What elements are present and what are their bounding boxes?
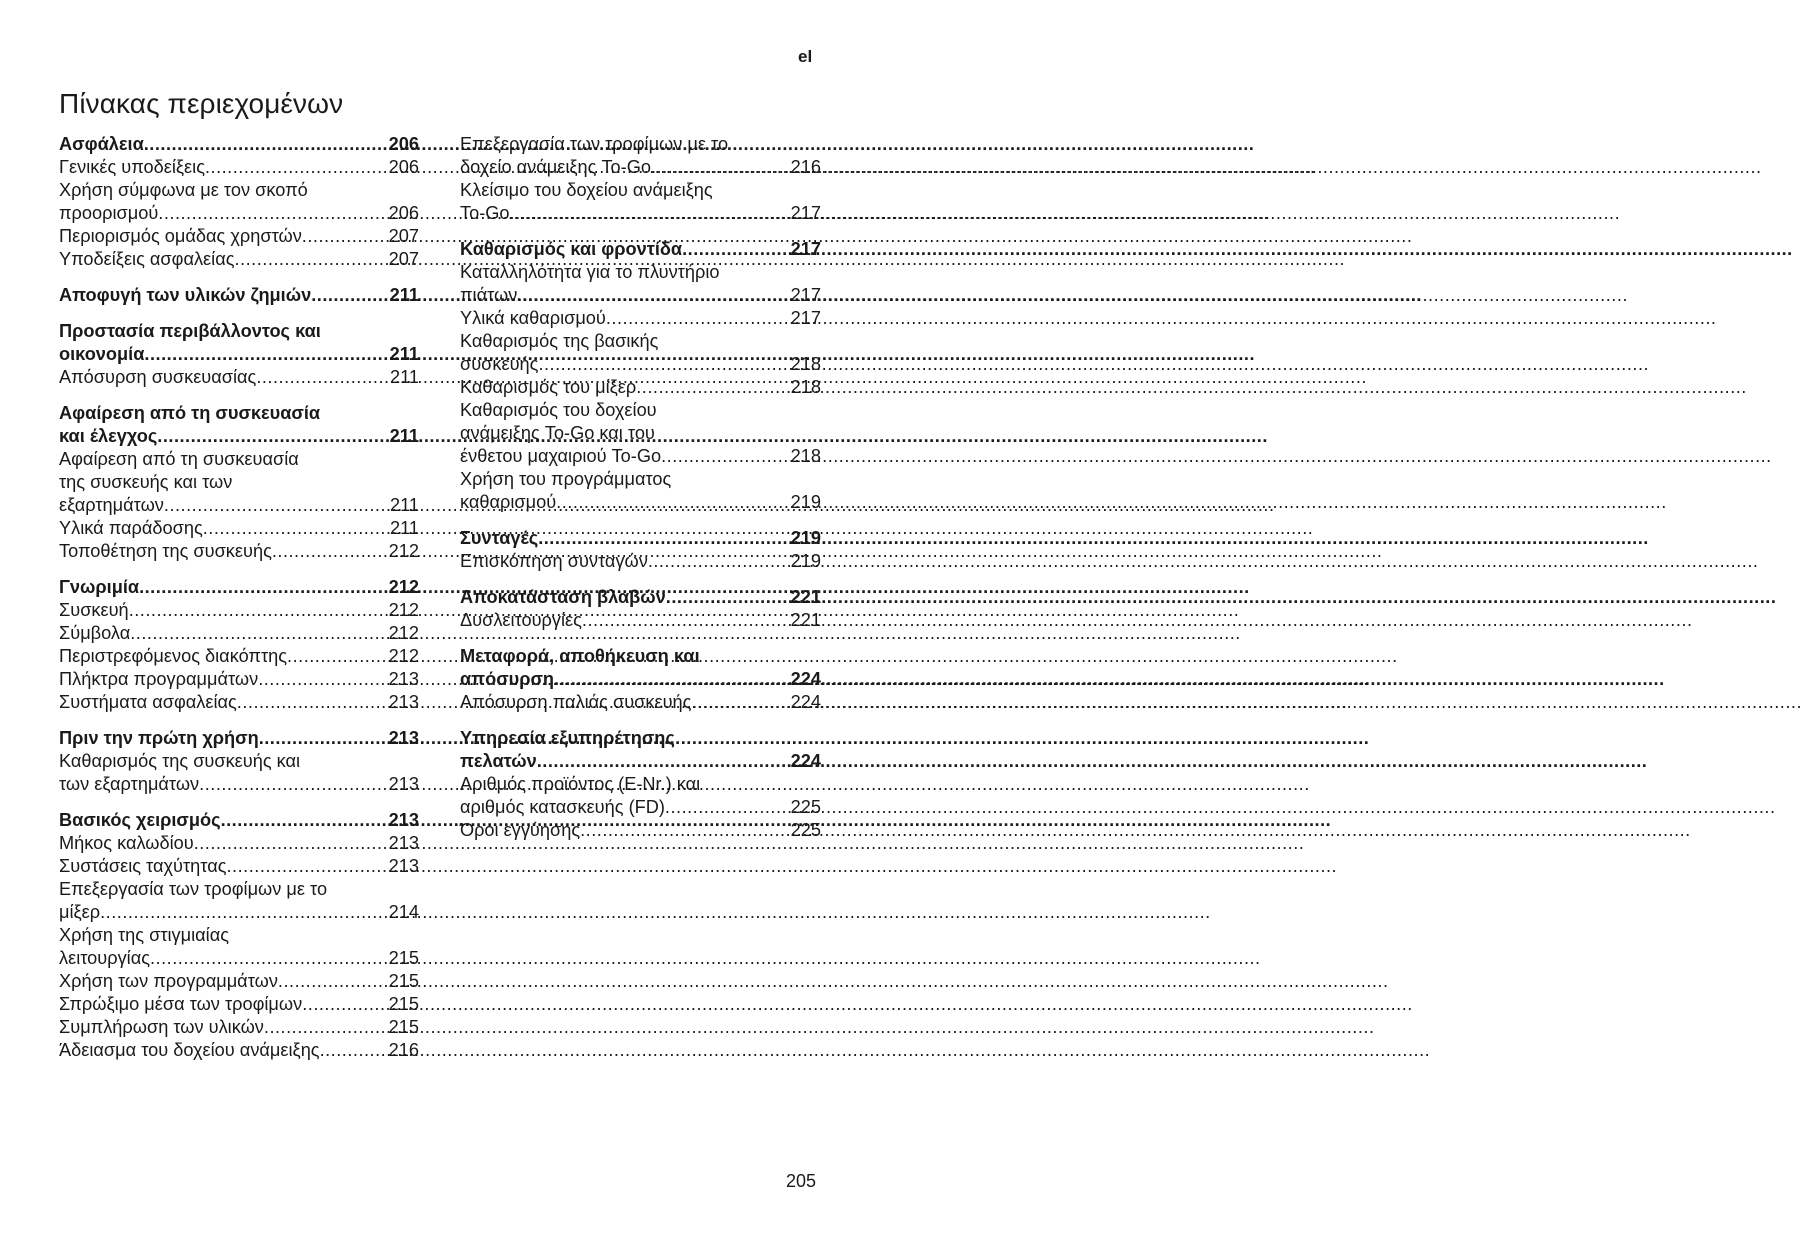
entry-text-line: Περιστρεφόμενος διακόπτης <box>59 646 288 666</box>
heading-text-line: Συνταγές <box>460 528 539 548</box>
heading-text-line: Ασφάλεια <box>59 134 144 154</box>
heading-last-line <box>460 586 821 609</box>
heading-text-line: οικονομία <box>59 344 145 364</box>
toc-column-left <box>59 133 419 1075</box>
entry-text-line: Σύμβολα <box>59 623 131 643</box>
heading-text-line: Μεταφορά, αποθήκευση και <box>460 646 700 666</box>
dot-leader <box>580 819 789 842</box>
toc-section <box>59 727 419 796</box>
dot-leader <box>666 586 789 609</box>
entry-page-number: 224 <box>790 692 821 712</box>
toc-entry[interactable] <box>460 376 821 399</box>
entry-page-number: 212 <box>388 623 419 643</box>
entry-text-line: Απόσυρση παλιάς συσκευής <box>460 692 692 712</box>
entry-last-line <box>59 156 419 179</box>
dot-leader <box>130 622 386 645</box>
dot-leader <box>199 773 386 796</box>
toc-section-heading[interactable] <box>460 527 821 550</box>
entry-text-line: ανάμειξης To-Go και του <box>460 423 655 443</box>
heading-last-line <box>59 576 419 599</box>
toc-entry[interactable] <box>59 366 419 389</box>
dot-leader <box>682 238 789 261</box>
toc-section <box>59 809 419 1062</box>
toc-section-heading[interactable] <box>59 727 419 750</box>
entry-text-line: πιάτων <box>460 285 518 305</box>
entry-text-line: Συστάσεις ταχύτητας <box>59 856 227 876</box>
dot-leader <box>264 1016 387 1039</box>
heading-page-number: 206 <box>388 134 419 154</box>
dot-leader <box>256 366 388 389</box>
dot-leader <box>320 1039 387 1062</box>
entry-text-line: λειτουργίας <box>59 948 150 968</box>
entry-text-line: Χρήση της στιγμιαίας <box>59 925 230 945</box>
heading-page-number: 211 <box>389 426 419 446</box>
toc-entry[interactable] <box>460 330 821 376</box>
dot-leader <box>606 307 789 330</box>
entry-page-number: 206 <box>388 157 419 177</box>
dot-leader <box>235 248 387 271</box>
toc-entry[interactable] <box>59 622 419 645</box>
heading-page-number: 211 <box>389 344 419 364</box>
heading-page-number: 224 <box>790 669 821 689</box>
toc-entry[interactable] <box>460 307 821 330</box>
toc-section <box>460 527 821 573</box>
entry-page-number: 213 <box>388 692 419 712</box>
entry-page-number: 215 <box>388 971 419 991</box>
dot-leader <box>311 284 387 307</box>
dot-leader <box>691 691 788 714</box>
toc-entry[interactable] <box>59 540 419 563</box>
entry-last-line <box>59 1016 419 1039</box>
entry-last-line <box>460 284 821 307</box>
toc-column-right <box>460 133 821 855</box>
entry-page-number: 213 <box>388 856 419 876</box>
entry-text-line: Υποδείξεις ασφαλείας <box>59 249 235 269</box>
dot-leader <box>203 517 388 540</box>
entry-text-line: Καθαρισμός της βασικής <box>460 331 659 351</box>
toc-entry[interactable] <box>59 691 419 714</box>
toc-entry[interactable] <box>59 599 419 622</box>
heading-last-line <box>460 750 821 773</box>
toc-entry[interactable] <box>59 225 419 248</box>
toc-entry[interactable] <box>460 133 821 179</box>
entry-text-line: Απόσυρση συσκευασίας <box>59 367 257 387</box>
dot-leader <box>517 284 788 307</box>
entry-page-number: 217 <box>790 203 821 223</box>
entry-last-line <box>59 970 419 993</box>
entry-last-line <box>460 609 821 632</box>
toc-section <box>460 727 821 842</box>
dot-leader <box>129 599 387 622</box>
dot-leader <box>157 425 387 448</box>
entry-text-line: Αφαίρεση από τη συσκευασία <box>59 449 299 469</box>
dot-leader <box>221 809 387 832</box>
toc-entry[interactable] <box>59 517 419 540</box>
entry-text-line: Άδειασμα του δοχείου ανάμειξης <box>59 1040 320 1060</box>
toc-entry[interactable] <box>59 645 419 668</box>
entry-text-line: Χρήση των προγραμμάτων <box>59 971 278 991</box>
heading-text-line: Βασικός χειρισμός <box>59 810 221 830</box>
heading-page-number: 211 <box>389 285 419 305</box>
heading-last-line <box>460 527 821 550</box>
toc-section-heading[interactable] <box>460 645 821 691</box>
toc-entry[interactable] <box>59 1039 419 1062</box>
entry-text-line: To-Go <box>460 203 510 223</box>
toc-section-heading[interactable] <box>460 238 821 261</box>
entry-last-line <box>59 599 419 622</box>
entry-last-line <box>59 366 419 389</box>
entry-text-line: Τοποθέτηση της συσκευής <box>59 541 272 561</box>
entry-page-number: 221 <box>790 610 821 630</box>
dot-leader <box>510 202 789 225</box>
page-number: 205 <box>786 1171 817 1191</box>
toc-section <box>460 586 821 632</box>
dot-leader <box>636 376 788 399</box>
heading-last-line <box>59 809 419 832</box>
dot-leader <box>100 901 387 924</box>
toc-section-heading[interactable] <box>59 576 419 599</box>
entry-text-line: δοχείο ανάμειξης To-Go <box>460 157 651 177</box>
entry-page-number: 214 <box>388 902 419 922</box>
heading-text-line: Καθαρισμός και φροντίδα <box>460 239 683 259</box>
entry-page-number: 219 <box>790 492 821 512</box>
heading-text-line: και έλεγχος <box>59 426 158 446</box>
dot-leader <box>665 796 789 819</box>
toc-entry[interactable] <box>59 248 419 271</box>
heading-page-number: 219 <box>790 528 821 548</box>
toc-entry[interactable] <box>59 179 419 225</box>
entry-page-number: 216 <box>388 1040 419 1060</box>
toc-entry[interactable] <box>59 878 419 924</box>
dot-leader <box>258 668 386 691</box>
heading-page-number: 213 <box>388 728 419 748</box>
dot-leader <box>538 527 788 550</box>
entry-text-line: συσκευής <box>460 354 539 374</box>
entry-text-line: των εξαρτημάτων <box>59 774 200 794</box>
entry-page-number: 215 <box>388 994 419 1014</box>
entry-page-number: 207 <box>388 226 419 246</box>
entry-text-line: Υλικά καθαρισμού <box>460 308 606 328</box>
dot-leader <box>582 609 789 632</box>
dot-leader <box>537 750 789 773</box>
entry-page-number: 213 <box>388 774 419 794</box>
toc-section <box>460 645 821 714</box>
heading-page-number: 224 <box>790 751 821 771</box>
entry-last-line <box>59 248 419 271</box>
entry-page-number: 218 <box>790 377 821 397</box>
entry-page-number: 225 <box>790 797 821 817</box>
entry-text-line: εξαρτημάτων <box>59 495 164 515</box>
toc-entry[interactable] <box>460 399 821 468</box>
entry-text-line: Αριθμός προϊόντος (E-Nr.) και <box>460 774 701 794</box>
dot-leader <box>272 540 387 563</box>
entry-text-line: Γενικές υποδείξεις <box>59 157 205 177</box>
entry-text-line: Συσκευή <box>59 600 129 620</box>
dot-leader <box>144 343 387 366</box>
toc-section-heading[interactable] <box>59 133 419 156</box>
dot-leader <box>158 202 386 225</box>
toc-entry[interactable] <box>59 993 419 1016</box>
entry-text-line: Επεξεργασία των τροφίμων με το <box>59 879 328 899</box>
toc-section-heading[interactable] <box>460 727 821 773</box>
entry-last-line <box>460 353 821 376</box>
heading-text-line: Αποκατάσταση βλαβών <box>460 587 666 607</box>
entry-last-line <box>59 773 419 796</box>
dot-leader <box>278 970 387 993</box>
dot-leader <box>538 353 788 376</box>
entry-last-line <box>59 517 419 540</box>
entry-text-line: Υλικά παράδοσης <box>59 518 203 538</box>
toc-section-heading[interactable] <box>460 586 821 609</box>
entry-text-line: Καταλληλότητα για το πλυντήριο <box>460 262 720 282</box>
entry-page-number: 212 <box>388 541 419 561</box>
entry-last-line <box>460 691 821 714</box>
entry-text-line: Σπρώξιμο μέσα των τροφίμων <box>59 994 303 1014</box>
toc-entry[interactable] <box>59 832 419 855</box>
entry-last-line <box>59 947 419 970</box>
dot-leader <box>661 445 789 468</box>
dot-leader <box>227 855 387 878</box>
entry-last-line <box>460 202 821 225</box>
dot-leader <box>205 156 387 179</box>
dot-leader <box>194 832 387 855</box>
heading-text-line: Πριν την πρώτη χρήση <box>59 728 259 748</box>
entry-last-line <box>460 491 821 514</box>
heading-text-line: πελατών <box>460 751 537 771</box>
entry-page-number: 211 <box>390 495 419 515</box>
toc-entry[interactable] <box>460 179 821 225</box>
heading-last-line <box>460 668 821 691</box>
entry-text-line: προορισμού <box>59 203 159 223</box>
entry-text-line: αριθμός κατασκευής (FD) <box>460 797 665 817</box>
entry-last-line <box>460 445 821 468</box>
entry-page-number: 207 <box>388 249 419 269</box>
entry-page-number: 218 <box>790 446 821 466</box>
entry-last-line <box>59 645 419 668</box>
toc-section <box>59 284 419 307</box>
entry-last-line <box>59 855 419 878</box>
toc-section-heading[interactable] <box>59 320 419 366</box>
dot-leader <box>287 645 387 668</box>
toc-entry[interactable] <box>460 773 821 819</box>
toc-section-heading[interactable] <box>59 284 419 307</box>
entry-page-number: 217 <box>790 285 821 305</box>
heading-page-number: 212 <box>388 577 419 597</box>
toc-entry[interactable] <box>59 448 419 517</box>
dot-leader <box>139 576 387 599</box>
toc-entry[interactable] <box>460 550 821 573</box>
toc-entry[interactable] <box>59 1016 419 1039</box>
toc-section <box>59 133 419 271</box>
heading-last-line <box>59 284 419 307</box>
heading-text-line: Προστασία περιβάλλοντος και <box>59 321 321 341</box>
page-title: Πίνακας περιεχομένων <box>59 88 344 119</box>
toc-section-heading[interactable] <box>59 809 419 832</box>
entry-text-line: Καθαρισμός του μίξερ <box>460 377 637 397</box>
heading-page-number: 213 <box>388 810 419 830</box>
toc-section-heading[interactable] <box>59 402 419 448</box>
dot-leader <box>237 691 387 714</box>
dot-leader <box>144 133 387 156</box>
heading-text-line: Υπηρεσία εξυπηρέτησης <box>460 728 675 748</box>
heading-page-number: 221 <box>790 587 821 607</box>
entry-page-number: 217 <box>790 308 821 328</box>
heading-last-line <box>59 133 419 156</box>
entry-last-line <box>59 668 419 691</box>
entry-text-line: Μήκος καλωδίου <box>59 833 194 853</box>
dot-leader <box>164 494 388 517</box>
entry-page-number: 211 <box>390 367 419 387</box>
dot-leader <box>556 491 788 514</box>
toc-entry[interactable] <box>59 750 419 796</box>
entry-last-line <box>59 622 419 645</box>
toc-entry[interactable] <box>460 609 821 632</box>
entry-last-line <box>59 540 419 563</box>
entry-page-number: 213 <box>388 669 419 689</box>
entry-page-number: 212 <box>388 646 419 666</box>
entry-page-number: 216 <box>790 157 821 177</box>
toc-section <box>59 320 419 389</box>
dot-leader <box>302 225 387 248</box>
entry-text-line: Επεξεργασία των τροφίμων με το <box>460 134 729 154</box>
entry-text-line: της συσκευής και των <box>59 472 233 492</box>
dot-leader <box>302 993 386 1016</box>
toc-section <box>59 576 419 714</box>
entry-text-line: Επισκόπηση συνταγών <box>460 551 648 571</box>
entry-last-line <box>460 376 821 399</box>
entry-last-line <box>59 225 419 248</box>
entry-last-line <box>59 993 419 1016</box>
entry-last-line <box>59 1039 419 1062</box>
entry-page-number: 219 <box>790 551 821 571</box>
entry-text-line: Πλήκτρα προγραμμάτων <box>59 669 259 689</box>
entry-page-number: 218 <box>790 354 821 374</box>
dot-leader <box>651 156 789 179</box>
entry-text-line: Συστήματα ασφαλείας <box>59 692 237 712</box>
entry-last-line <box>460 819 821 842</box>
entry-text-line: Συμπλήρωση των υλικών <box>59 1017 264 1037</box>
entry-text-line: μίξερ <box>59 902 101 922</box>
toc-entry[interactable] <box>59 924 419 970</box>
entry-last-line <box>59 494 419 517</box>
heading-text-line: Αποφυγή των υλικών ζημιών <box>59 285 312 305</box>
heading-text-line: Αφαίρεση από τη συσκευασία <box>59 403 321 423</box>
toc-entry[interactable] <box>59 855 419 878</box>
heading-last-line <box>59 343 419 366</box>
dot-leader <box>259 727 387 750</box>
toc-entry[interactable] <box>460 819 821 842</box>
entry-text-line: Κλείσιμο του δοχείου ανάμειξης <box>460 180 713 200</box>
entry-page-number: 211 <box>390 518 419 538</box>
entry-last-line <box>460 796 821 819</box>
toc-entry[interactable] <box>59 970 419 993</box>
toc-entry[interactable] <box>59 156 419 179</box>
entry-page-number: 215 <box>388 1017 419 1037</box>
entry-last-line <box>460 156 821 179</box>
entry-page-number: 215 <box>388 948 419 968</box>
toc-section <box>460 133 821 225</box>
language-code: el <box>798 47 813 66</box>
entry-last-line <box>59 202 419 225</box>
heading-page-number: 217 <box>790 239 821 259</box>
toc-entry[interactable] <box>59 668 419 691</box>
dot-leader <box>150 947 387 970</box>
toc-section <box>460 238 821 514</box>
entry-page-number: 225 <box>790 820 821 840</box>
entry-last-line <box>59 901 419 924</box>
toc-entry[interactable] <box>460 468 821 514</box>
entry-text-line: Περιορισμός ομάδας χρηστών <box>59 226 302 246</box>
entry-last-line <box>59 832 419 855</box>
toc-entry[interactable] <box>460 691 821 714</box>
entry-page-number: 213 <box>388 833 419 853</box>
heading-last-line <box>59 425 419 448</box>
dot-leader <box>554 668 789 691</box>
entry-last-line <box>460 550 821 573</box>
toc-entry[interactable] <box>460 261 821 307</box>
entry-text-line: Όροι εγγύησης <box>460 820 581 840</box>
entry-page-number: 212 <box>388 600 419 620</box>
entry-last-line <box>460 307 821 330</box>
heading-last-line <box>460 238 821 261</box>
heading-text-line: απόσυρση <box>460 669 555 689</box>
entry-last-line <box>59 691 419 714</box>
heading-text-line: Γνωριμία <box>59 577 140 597</box>
entry-text-line: Καθαρισμός του δοχείου <box>460 400 657 420</box>
entry-text-line: Καθαρισμός της συσκευής και <box>59 751 301 771</box>
entry-text-line: Χρήση του προγράμματος <box>460 469 672 489</box>
entry-text-line: Δυσλειτουργίες <box>460 610 582 630</box>
entry-text-line: Χρήση σύμφωνα με τον σκοπό <box>59 180 308 200</box>
entry-text-line: καθαρισμού <box>460 492 557 512</box>
entry-text-line: ένθετου μαχαιριού To-Go <box>460 446 662 466</box>
toc-section <box>59 402 419 563</box>
dot-leader <box>648 550 789 573</box>
entry-page-number: 206 <box>388 203 419 223</box>
heading-last-line <box>59 727 419 750</box>
